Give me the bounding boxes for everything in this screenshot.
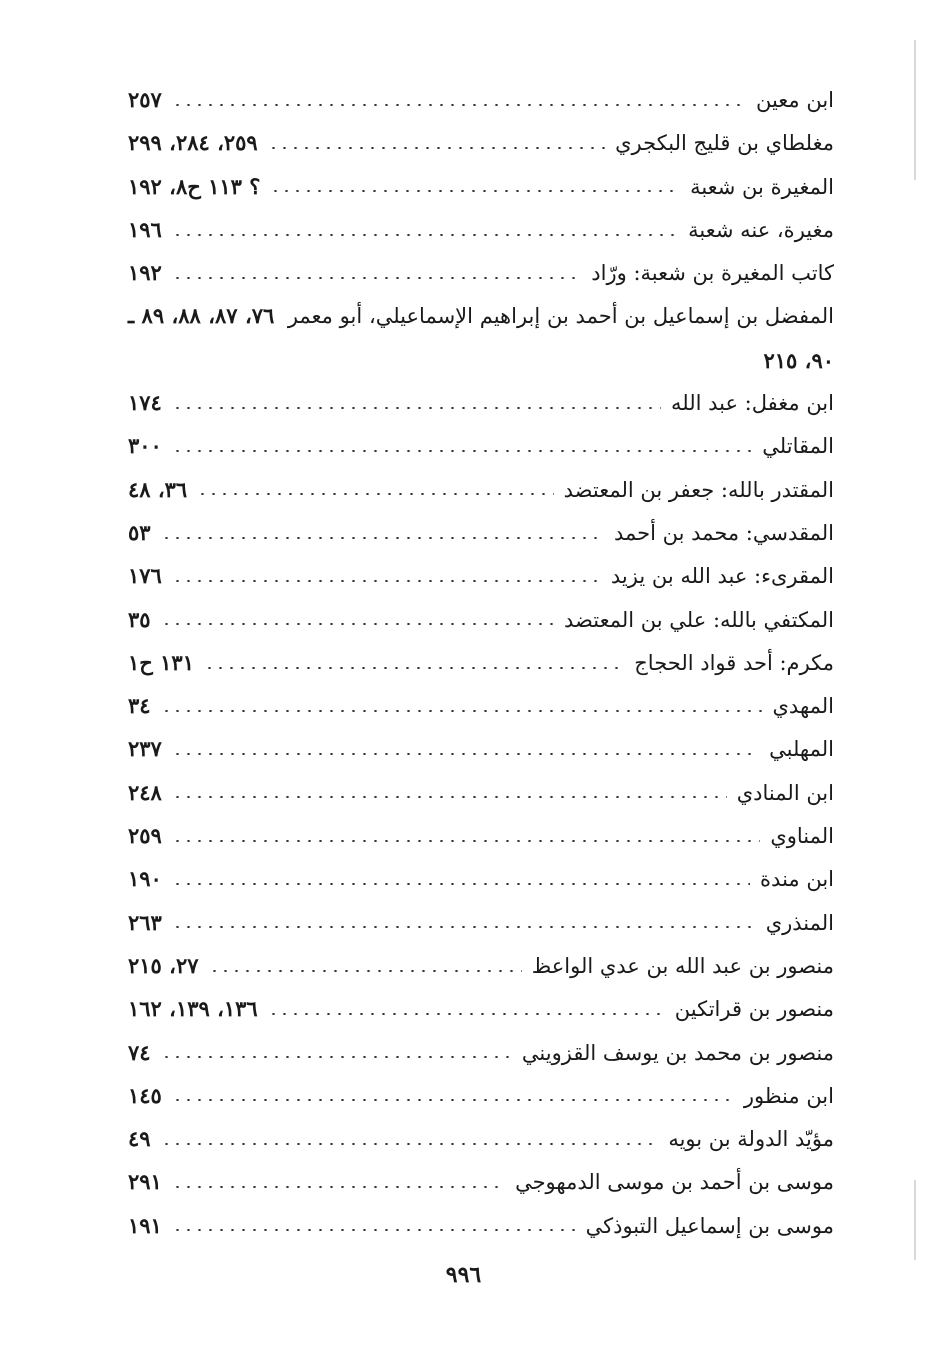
entry-name: المنذري [765, 910, 834, 935]
entry-pages: ١٩٦ [128, 216, 162, 242]
index-entry [128, 1160, 834, 1203]
entry-pages: ٢٥٩، ٢٨٤، ٢٩٩ [128, 130, 258, 156]
entry-name: ابن منظور [743, 1083, 834, 1108]
dot-leader [161, 1056, 512, 1058]
entry-name: المفضل بن إسماعيل بن أحمد بن إبراهيم الإسماعيلي، أبو معمر [287, 304, 835, 329]
index-entry [128, 208, 834, 251]
index-entry-multiline [128, 294, 834, 381]
entry-pages: ٧٤ [128, 1039, 151, 1065]
entry-pages: ٢٥٩ [128, 823, 162, 849]
index-list [128, 78, 834, 1247]
dot-leader [172, 1186, 505, 1188]
dot-leader [161, 537, 604, 539]
entry-pages: ٢٦٣ [128, 909, 162, 935]
entry-pages: ٢٩١ [128, 1169, 162, 1195]
index-entry [128, 424, 834, 467]
entry-pages: ١٩٠ [128, 866, 162, 892]
entry-pages: ٣٠٠ [128, 433, 162, 459]
entry-name: منصور بن محمد بن يوسف القزويني [521, 1040, 834, 1065]
entry-pages: ٣٥ [128, 606, 151, 632]
index-entry [128, 684, 834, 727]
entry-name: المهدي [772, 694, 834, 719]
dot-leader [172, 796, 727, 798]
dot-leader [172, 1099, 734, 1101]
entry-pages: ٢٤٨ [128, 779, 162, 805]
dot-leader [161, 1143, 659, 1145]
index-entry [128, 727, 834, 770]
index-entry [128, 381, 834, 424]
page-number: ٩٩٦ [445, 1262, 482, 1288]
entry-pages: ٢٥٧ [128, 87, 162, 112]
index-entry [128, 1117, 834, 1160]
entry-name: المكتفي بالله: علي بن المعتضد [564, 607, 834, 632]
entry-name: ابن المنادي [736, 780, 834, 805]
entry-name: المقرىء: عبد الله بن يزيد [610, 564, 834, 589]
index-entry [128, 1074, 834, 1117]
dot-leader [161, 623, 554, 625]
index-entry [128, 944, 834, 987]
entry-name: موسى بن أحمد بن موسى الدمهوجي [515, 1170, 834, 1195]
entry-pages: ٤٩ [128, 1126, 151, 1152]
entry-pages: ١٣١ ح١ [128, 649, 194, 675]
index-entry [128, 468, 834, 511]
dot-leader [172, 580, 601, 582]
dot-leader [172, 277, 581, 279]
entry-name: المقاتلي [762, 434, 834, 459]
entry-name: ابن معين [755, 88, 834, 112]
index-entry [128, 857, 834, 900]
index-entry [128, 814, 834, 857]
dot-leader [161, 710, 763, 712]
index-entry [128, 1031, 834, 1074]
index-entry [128, 554, 834, 597]
entry-pages: ٢٧، ٢١٥ [128, 952, 199, 978]
index-entry [128, 78, 834, 121]
entry-pages: ١٩١ [128, 1212, 162, 1238]
entry-pages: ٧٦، ٨٧، ٨٨، ٨٩ ـ ٩٠، ٢١٥ [128, 303, 834, 373]
index-entry [128, 901, 834, 944]
entry-name: مكرم: أحد قواد الحجاج [634, 650, 834, 675]
entry-name: مغيرة، عنه شعبة [688, 217, 834, 242]
index-entry [128, 121, 834, 164]
entry-name: ابن مغفل: عبد الله [670, 391, 834, 416]
entry-pages: ١٩٢ [128, 260, 162, 286]
entry-name: موسى بن إسماعيل التبوذكي [585, 1213, 834, 1238]
index-entry [128, 511, 834, 554]
entry-name: كاتب المغيرة بن شعبة: ورّاد [591, 261, 834, 286]
dot-leader [172, 1229, 576, 1231]
entry-pages: ٥٣ [128, 519, 151, 545]
index-entry [128, 251, 834, 294]
entry-pages: ١٤٥ [128, 1082, 162, 1108]
index-entry [128, 598, 834, 641]
index-entry [128, 771, 834, 814]
dot-leader [204, 667, 624, 669]
entry-name: ابن مندة [760, 867, 834, 892]
dot-leader [268, 147, 605, 149]
dot-leader [209, 970, 522, 972]
dot-leader [172, 753, 759, 755]
scan-margin-line [914, 1180, 916, 1260]
entry-name: المقتدر بالله: جعفر بن المعتضد [563, 477, 834, 502]
entry-name: المقدسي: محمد بن أحمد [614, 520, 834, 545]
entry-pages: ١٧٦ [128, 563, 162, 589]
entry-pages: ٢٣٧ [128, 736, 162, 762]
entry-name: منصور بن عبد الله بن عدي الواعظ [531, 953, 834, 978]
dot-leader [197, 493, 553, 495]
dot-leader [172, 450, 752, 452]
entry-name: المهلبي [769, 737, 834, 762]
entry-pages: ١٣٦، ١٣٩، ١٦٢ [128, 996, 258, 1022]
index-entry [128, 1204, 834, 1247]
dot-leader [172, 840, 760, 842]
dot-leader [172, 407, 661, 409]
dot-leader [268, 1013, 665, 1015]
index-entry [128, 165, 834, 208]
entry-pages: ١٧٤ [128, 390, 162, 416]
index-entry [128, 987, 834, 1030]
entry-name: منصور بن قراتكين [674, 997, 834, 1022]
entry-name: المناوي [770, 824, 834, 849]
entry-name: مؤيّد الدولة بن بويه [668, 1127, 834, 1152]
index-entry [128, 641, 834, 684]
entry-pages: ٣٤ [128, 693, 151, 719]
dot-leader [172, 104, 746, 106]
dot-leader [172, 883, 750, 885]
entry-pages: ؟ ١١٣ ح٨، ١٩٢ [128, 173, 261, 199]
dot-leader [172, 926, 756, 928]
scan-margin-line [914, 40, 916, 180]
entry-pages: ٣٦، ٤٨ [128, 476, 188, 502]
dot-leader [270, 190, 680, 192]
entry-name: المغيرة بن شعبة [690, 174, 834, 199]
entry-name: مغلطاي بن قليج البكجري [615, 131, 834, 156]
dot-leader [172, 234, 678, 236]
